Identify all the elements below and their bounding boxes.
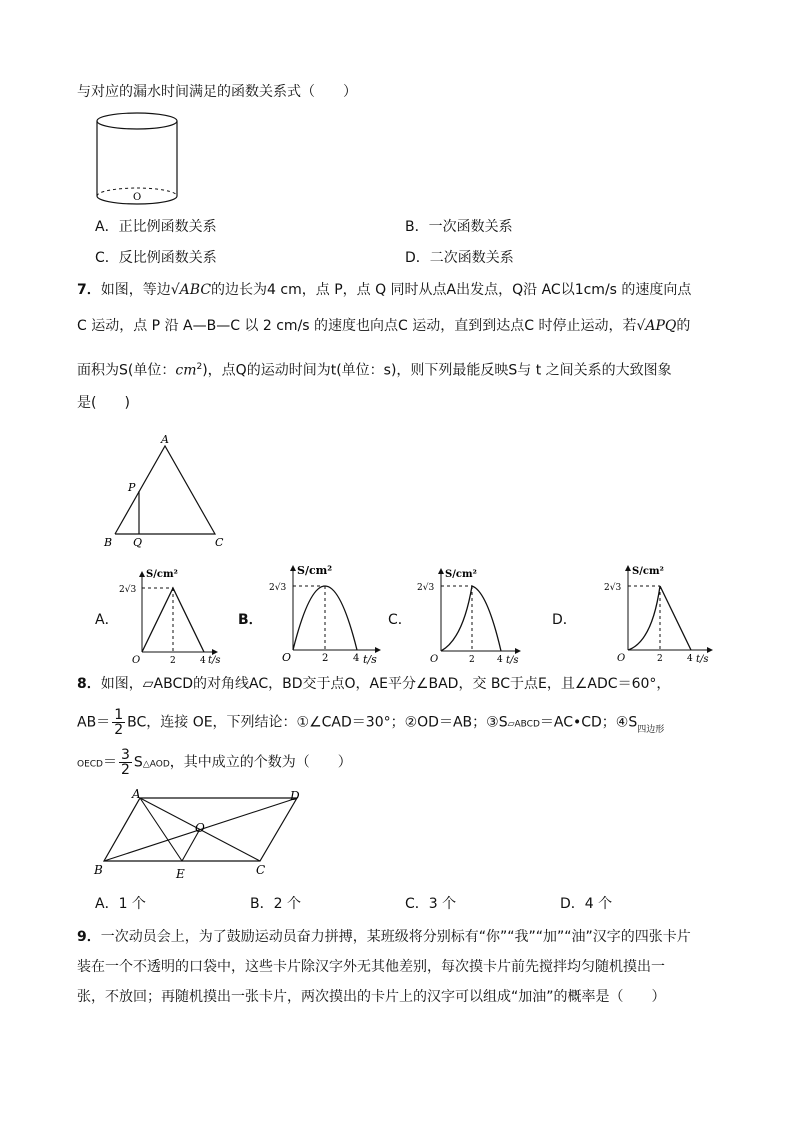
graph-d-ylabel: S/cm² (632, 566, 664, 577)
q7-graph-option-b: B． (238, 612, 263, 628)
q7-triangle-name: ABC (179, 282, 212, 298)
q8-sub-1: ▱ABCD (507, 719, 540, 730)
q8-parallelogram-figure (92, 788, 317, 883)
graph-d-ytick: 2√3 (604, 583, 622, 593)
q9-line-1 (77, 927, 727, 947)
q8-label-e: E (176, 867, 185, 881)
q7-line-2 (77, 316, 727, 336)
q7-line-4: 是( ) (77, 395, 130, 411)
q7-unit: cm (175, 362, 197, 379)
q9-line-3: 张，不放回；再随机摸出一张卡片，两次摸出的卡片上的汉字可以组成“加油”的概率是（ ） (77, 989, 666, 1005)
q9-text-1: 一次动员会上，为了鼓励运动员奋力拼搏，某班级将分别标有“你”“我”“加”“油”汉字的四张卡片 (100, 929, 691, 945)
q7-line-3 (77, 357, 727, 381)
graph-b-xlabel: t/s (363, 653, 377, 666)
q7-text-3a: 面积为S(单位： (77, 362, 176, 379)
graph-b-ylabel: S/cm² (297, 564, 333, 577)
q7-label-q: Q (133, 536, 143, 549)
graph-a-xtick-2: 2 (170, 656, 176, 666)
q8-label-d: D (290, 789, 300, 803)
q7-number: 7． (77, 282, 101, 298)
q7-unit-exp: 2 (196, 362, 203, 372)
q8-text-2a: AB＝ (77, 714, 111, 731)
q6-option-c: C．反比例函数关系 (95, 250, 217, 266)
graph-c-xtick-2: 2 (469, 655, 475, 665)
q7-label-b: B (104, 536, 113, 549)
q8-line-3 (77, 748, 727, 777)
q7-graph-b (255, 562, 385, 667)
graph-b-xtick-2: 2 (322, 653, 329, 664)
q7-label-p: P (128, 481, 136, 494)
q8-label-o: O (195, 821, 205, 835)
q8-text-2b: BC，连接 OE，下列结论：①∠CAD＝30°；②OD＝AB；③S (127, 714, 508, 731)
cylinder-hole-label: O (133, 192, 142, 203)
q8-label-c: C (256, 863, 266, 877)
cylinder-figure (90, 108, 185, 208)
frac1-num: 1 (114, 707, 124, 723)
q8-fraction-1 (112, 708, 125, 737)
graph-b-ytick: 2√3 (269, 583, 287, 593)
q8-option-b: B．2 个 (250, 896, 301, 912)
q8-text-3b: S (133, 754, 143, 771)
graph-a-ylabel: S/cm² (146, 569, 178, 580)
q8-option-c: C．3 个 (405, 896, 457, 912)
q6-option-a: A．正比例函数关系 (95, 219, 217, 235)
frac2-num: 3 (121, 747, 130, 763)
q6-option-d: D．二次函数关系 (405, 250, 514, 266)
q8-label-b: B (94, 863, 103, 877)
q7-triangle2-name: APQ (645, 318, 677, 334)
q8-number: 8． (77, 676, 101, 692)
graph-b-origin: O (282, 651, 292, 664)
graph-a-xlabel: t/s (208, 655, 221, 666)
q8-sub-2: 四边形 (637, 724, 665, 735)
q7-graph-option-d: D． (552, 612, 577, 628)
q8-option-a: A．1 个 (95, 896, 146, 912)
graph-c-xtick-4: 4 (497, 655, 503, 665)
q9-line-2: 装在一个不透明的口袋中，这些卡片除汉字外无其他差别，每次摸卡片前先搅拌均匀随机摸出一 (77, 959, 665, 975)
q7-graph-d (592, 562, 717, 667)
q8-sub-3: OECD (77, 759, 103, 770)
graph-c-ylabel: S/cm² (445, 569, 477, 580)
q8-fraction-2 (119, 748, 132, 777)
q6-option-b: B．一次函数关系 (405, 219, 513, 235)
graph-d-xtick-2: 2 (657, 654, 663, 664)
frac2-den: 2 (121, 762, 130, 778)
q8-label-a: A (132, 788, 141, 801)
q7-graph-c (405, 565, 525, 667)
q7-text-3b: )，点Q的运动时间为t(单位：s)，则下列最能反映S与 t 之间关系的大致图象 (202, 362, 672, 379)
q8-line-2 (77, 708, 727, 737)
frac1-den: 2 (114, 722, 124, 738)
q6-stem-continuation: 与对应的漏水时间满足的函数关系式（ ） (77, 84, 357, 100)
graph-a-ytick: 2√3 (119, 585, 137, 595)
q7-text-2a: C 运动，点 P 沿 A—B—C 以 2 cm/s 的速度也向点C 运动，直到到达点C 时停止运动，若 (77, 318, 637, 334)
q8-text-3a: ＝ (103, 754, 117, 771)
graph-c-ytick: 2√3 (417, 583, 435, 593)
q8-option-d: D．4 个 (560, 896, 613, 912)
q7-line-1 (77, 280, 727, 300)
q7-text-1a: 如图，等边 (100, 282, 171, 298)
q7-triangle-figure (100, 432, 235, 550)
q7-graph-a (107, 568, 222, 668)
q7-text-1b: 的边长为4 cm，点 P，点 Q 同时从点A出发点，Q沿 AC以1cm/s 的速度向点 (211, 282, 692, 298)
graph-a-xtick-4: 4 (200, 656, 206, 666)
q7-triangle2-symbol: √ (636, 318, 646, 334)
graph-a-origin: O (132, 655, 141, 666)
q8-line-1 (77, 674, 727, 694)
q8-text-3c: ，其中成立的个数为（ ） (169, 754, 352, 771)
q7-triangle-symbol: √ (170, 282, 180, 298)
graph-d-xtick-4: 4 (687, 654, 693, 664)
q7-text-2b: 的 (676, 318, 691, 334)
graph-d-origin: O (617, 653, 626, 664)
graph-c-xlabel: t/s (506, 655, 519, 666)
q8-text-1: 如图，▱ABCD的对角线AC，BD交于点O，AE平分∠BAD，交 BC于点E，且∠ADC＝60°， (100, 676, 671, 692)
graph-c-origin: O (430, 654, 439, 665)
q7-graph-option-a: A． (95, 612, 119, 628)
q9-number: 9． (77, 929, 101, 945)
q7-label-c: C (215, 536, 224, 549)
graph-b-xtick-4: 4 (353, 653, 360, 664)
q7-graph-option-c: C． (388, 612, 412, 628)
q7-label-a: A (161, 433, 169, 446)
graph-d-xlabel: t/s (696, 654, 709, 665)
q8-text-2c: ＝AC•CD；④S (539, 714, 638, 731)
q8-sub-4: △AOD (142, 759, 170, 770)
